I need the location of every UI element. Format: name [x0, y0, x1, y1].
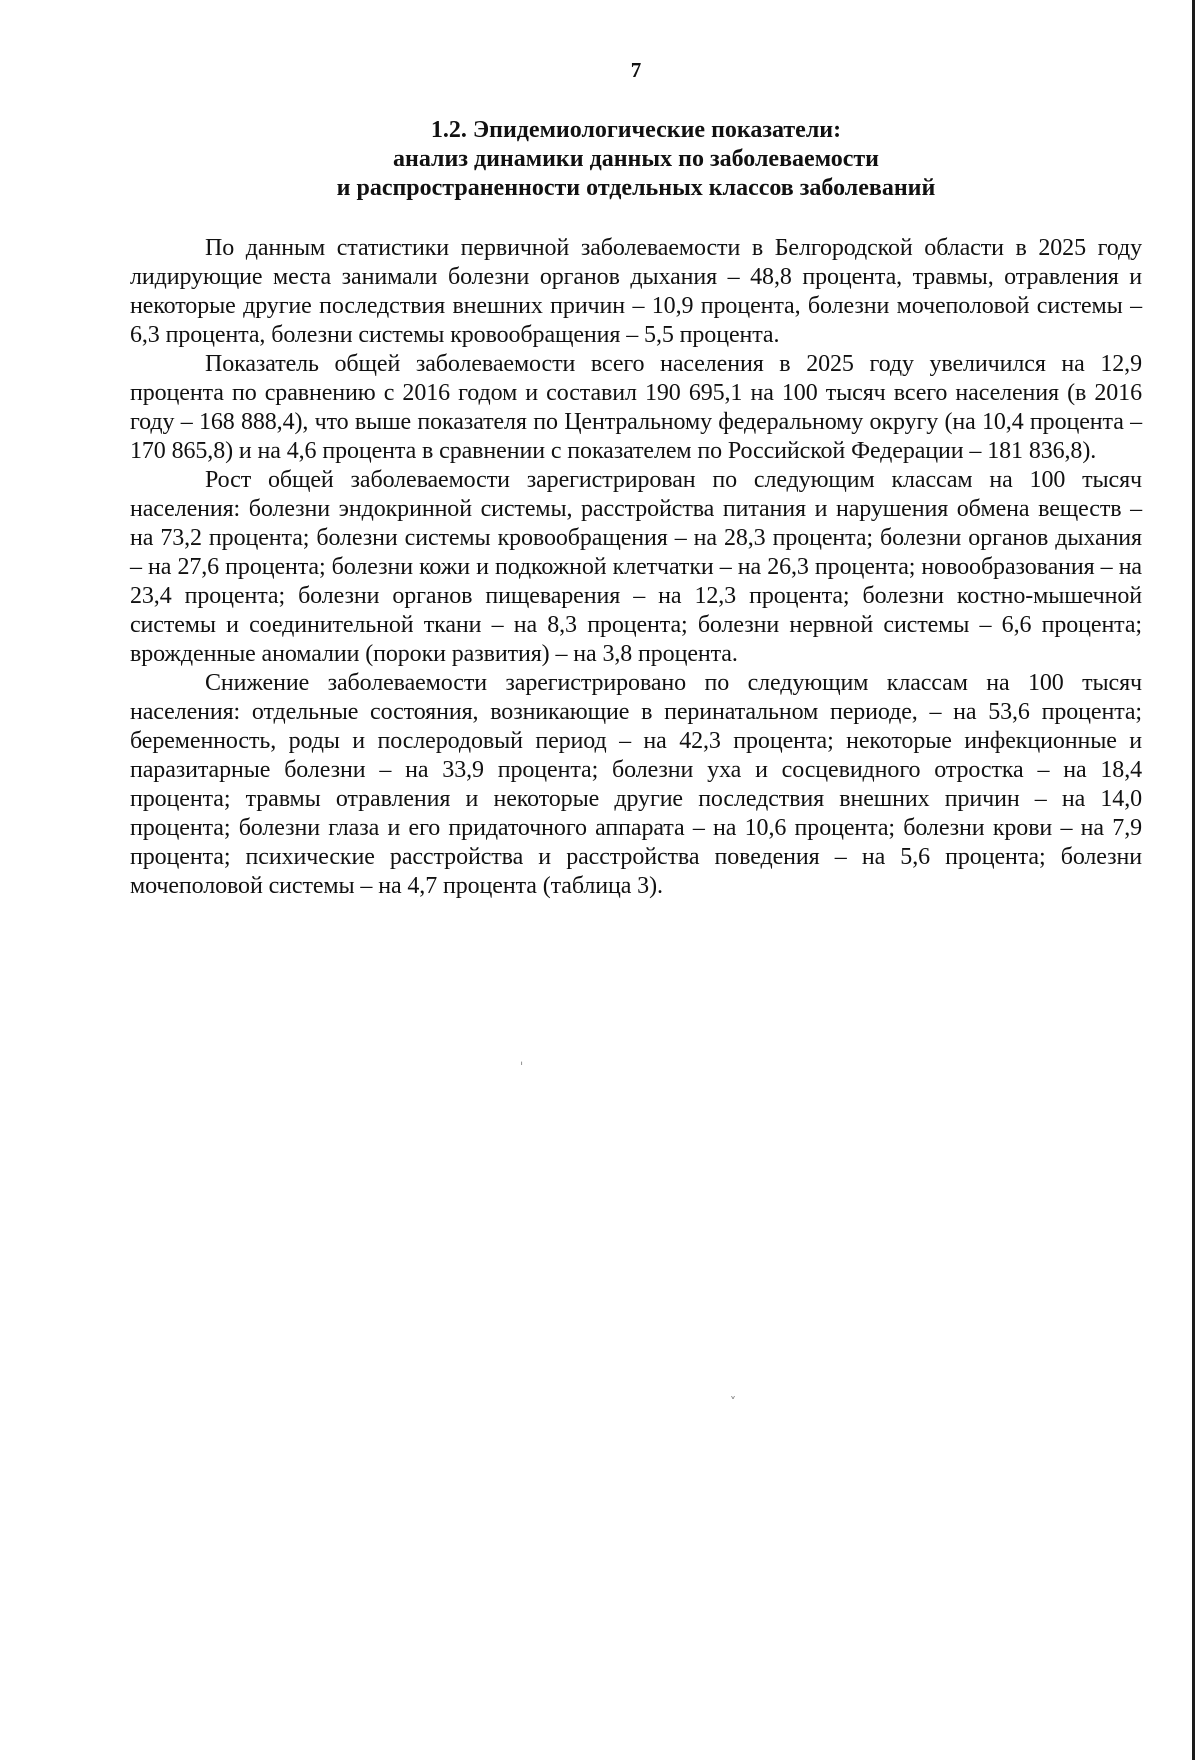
body-text: [130, 234, 1142, 901]
section-heading: [130, 116, 1142, 203]
heading-line-2: анализ динамики данных по заболеваемости: [392, 146, 879, 172]
heading-line-1: 1.2. Эпидемиологические показатели:: [430, 117, 842, 143]
scan-speck: ˬ: [730, 1385, 736, 1399]
scan-speck: ˌ: [520, 1052, 524, 1066]
heading-line-3: и распространенности отдельных классов заболеваний: [336, 175, 936, 201]
page-number: 7: [630, 58, 642, 82]
scan-page-edge: [1192, 0, 1195, 1760]
paragraph-primary-morbidity: По данным статистики первичной заболеваемости в Белгородской области в 2025 году лидирующие места занимали болезни органов дыхания – 48,8 процента, травмы, отравления и некоторые другие последствия внешних причин – 10,9 процента, болезни мочеполовой системы – 6,3 процента, болезни системы кровообращения – 5,5 процента.: [130, 235, 1142, 348]
paragraph-decline-classes: Снижение заболеваемости зарегистрировано по следующим классам на 100 тысяч населения: отдельные состояния, возникающие в перинатальном периоде, – на 53,6 процента; беременность, роды и послеродовый период – на 42,3 процента; некоторые инфекционные и паразитарные болезни – на 33,9 процента; болезни уха и сосцевидного отростка – на 18,4 процента; травмы отравления и некоторые другие последствия внешних причин – на 14,0 процента; болезни глаза и его придаточного аппарата – на 10,6 процента; болезни крови – на 7,9 процента; психические расстройства и расстройства поведения – на 5,6 процента; болезни мочеполовой системы – на 4,7 процента (таблица 3).: [130, 670, 1142, 899]
paragraph-growth-classes: Рост общей заболеваемости зарегистрирован по следующим классам на 100 тысяч населения: болезни эндокринной системы, расстройства питания и нарушения обмена веществ – на 73,2 процента; болезни системы кровообращения – на 28,3 процента; болезни органов дыхания – на 27,6 процента; болезни кожи и подкожной клетчатки – на 26,3 процента; новообразования – на 23,4 процента; болезни органов пищеварения – на 12,3 процента; болезни костно-мышечной системы и соединительной ткани – на 8,3 процента; болезни нервной системы – 6,6 процента; врожденные аномалии (пороки развития) – на 3,8 процента.: [130, 467, 1142, 667]
paragraph-general-morbidity: Показатель общей заболеваемости всего населения в 2025 году увеличился на 12,9 процента по сравнению с 2016 годом и составил 190 695,1 на 100 тысяч всего населения (в 2016 году – 168 888,4), что выше показателя по Центральному федеральному округу (на 10,4 процента – 170 865,8) и на 4,6 процента в сравнении с показателем по Российской Федерации – 181 836,8).: [130, 351, 1142, 464]
